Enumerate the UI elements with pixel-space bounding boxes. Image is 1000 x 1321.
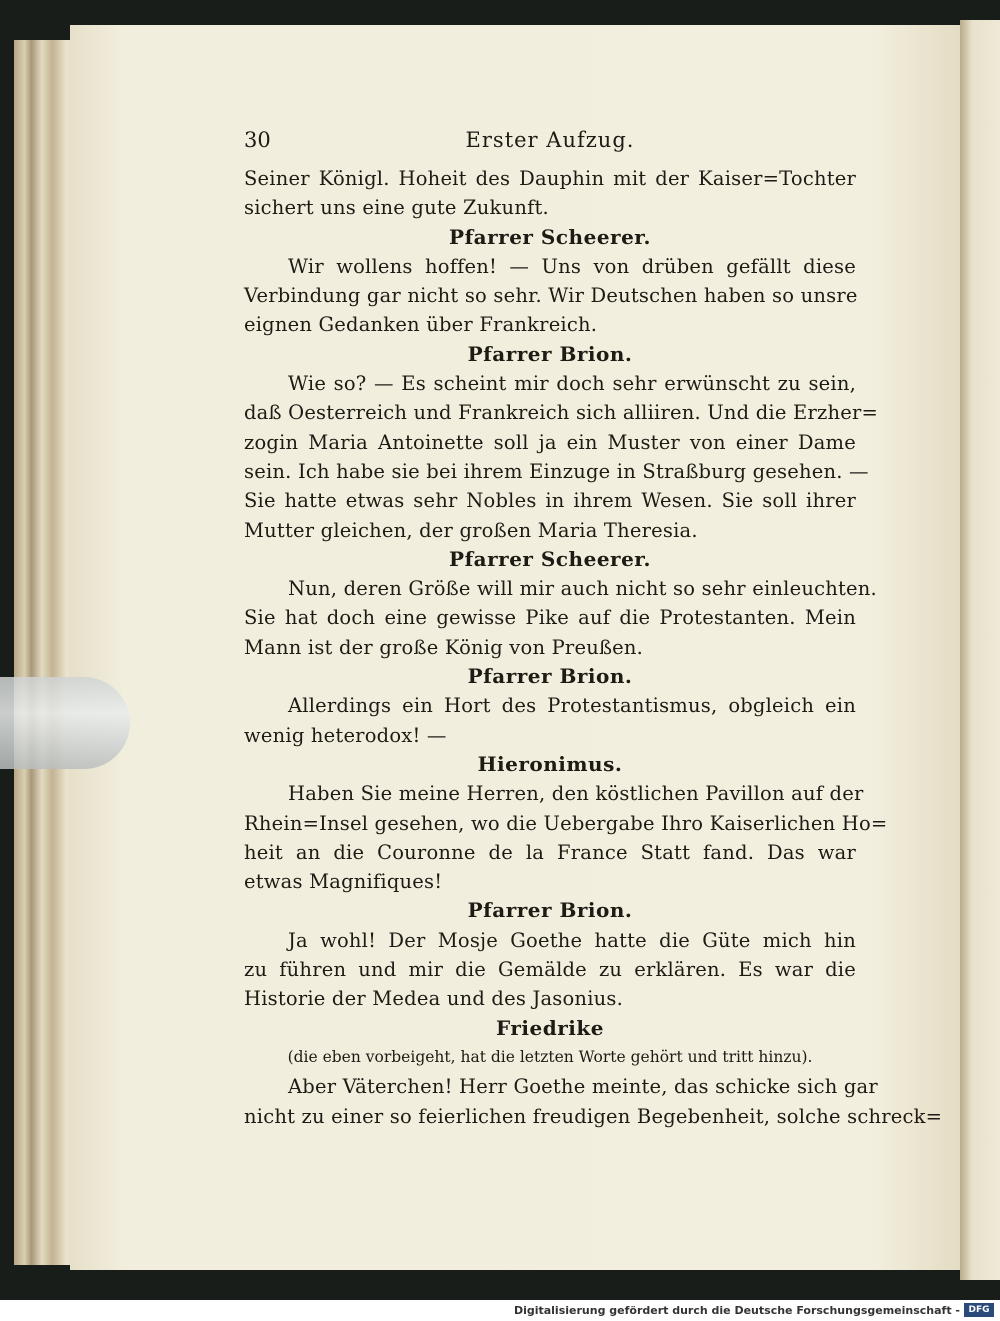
text-line: Nun, deren Größe will mir auch nicht so sehr einleuchten.: [288, 577, 877, 601]
text-line: Aber Väterchen! Herr Goethe meinte, das schicke sich gar: [288, 1075, 878, 1099]
text-line: sichert uns eine gute Zukunft.: [244, 196, 549, 220]
text-line: nicht zu einer so feierlichen freudigen Begebenheit, solche schreck=: [244, 1104, 943, 1128]
speaker-name: Hieronimus.: [477, 751, 623, 776]
text-line: Allerdings ein Hort des Protestantismus, obgleich ein: [288, 694, 856, 718]
speaker-name: Pfarrer Brion.: [467, 664, 633, 689]
text-line: Haben Sie meine Herren, den köstlichen Pavillon auf der: [288, 782, 864, 806]
text-line: Sie hatte etwas sehr Nobles in ihrem Wesen. Sie soll ihrer: [244, 489, 856, 513]
dfg-logo: DFG: [964, 1303, 994, 1317]
text-line: Sie hat doch eine gewisse Pike auf die Protestanten. Mein: [244, 606, 856, 630]
text-line: heit an die Couronne de la France Statt fand. Das war: [244, 840, 856, 864]
text-line: wenig heterodox! —: [244, 723, 447, 747]
text-line: Mann ist der große König von Preußen.: [244, 635, 644, 659]
text-line: Verbindung gar nicht so sehr. Wir Deutschen haben so unsre: [244, 284, 858, 308]
text-line: sein. Ich habe sie bei ihrem Einzuge in Straßburg gesehen. —: [244, 459, 869, 483]
digitization-credit: Digitalisierung gefördert durch die Deutsche Forschungsgemeinschaft -: [513, 1304, 960, 1317]
page-number: 30: [244, 128, 271, 152]
running-title: Erster Aufzug.: [465, 128, 635, 152]
page-content: [244, 120, 943, 1131]
text-line: zu führen und mir die Gemälde zu erklären. Es war die: [244, 958, 856, 982]
stage-direction: (die eben vorbeigeht, hat die letzten Worte gehört und tritt hinzu).: [287, 1047, 813, 1066]
speaker-name: Friedrike: [496, 1015, 604, 1040]
speaker-name: Pfarrer Scheerer.: [449, 224, 651, 249]
facing-page-edge: [960, 20, 1000, 1280]
text-line: daß Oesterreich und Frankreich sich alliiren. Und die Erzher=: [244, 401, 879, 425]
text-line: eignen Gedanken über Frankreich.: [244, 313, 598, 337]
text-line: etwas Magnifiques!: [244, 870, 443, 894]
text-line: Seiner Königl. Hoheit des Dauphin mit der Kaiser=Tochter: [244, 167, 856, 190]
text-line: Wie so? — Es scheint mir doch sehr erwünscht zu sein,: [288, 372, 856, 396]
page-clip: [0, 677, 130, 769]
text-line: Rhein=Insel gesehen, wo die Uebergabe Ihro Kaiserlichen Ho=: [244, 811, 888, 835]
speaker-name: Pfarrer Scheerer.: [449, 546, 651, 571]
text-line: Wir wollens hoffen! — Uns von drüben gefällt diese: [288, 254, 856, 278]
running-header: [244, 120, 856, 164]
text-body: [244, 164, 943, 1131]
text-line: Historie der Medea und des Jasonius.: [244, 987, 623, 1011]
speaker-name: Pfarrer Brion.: [467, 341, 633, 366]
text-line: Ja wohl! Der Mosje Goethe hatte die Güte mich hin: [288, 928, 856, 952]
speaker-name: Pfarrer Brion.: [467, 898, 633, 923]
text-line: Mutter gleichen, der großen Maria Theresia.: [244, 518, 698, 542]
text-line: zogin Maria Antoinette soll ja ein Muster von einer Dame: [244, 430, 856, 454]
